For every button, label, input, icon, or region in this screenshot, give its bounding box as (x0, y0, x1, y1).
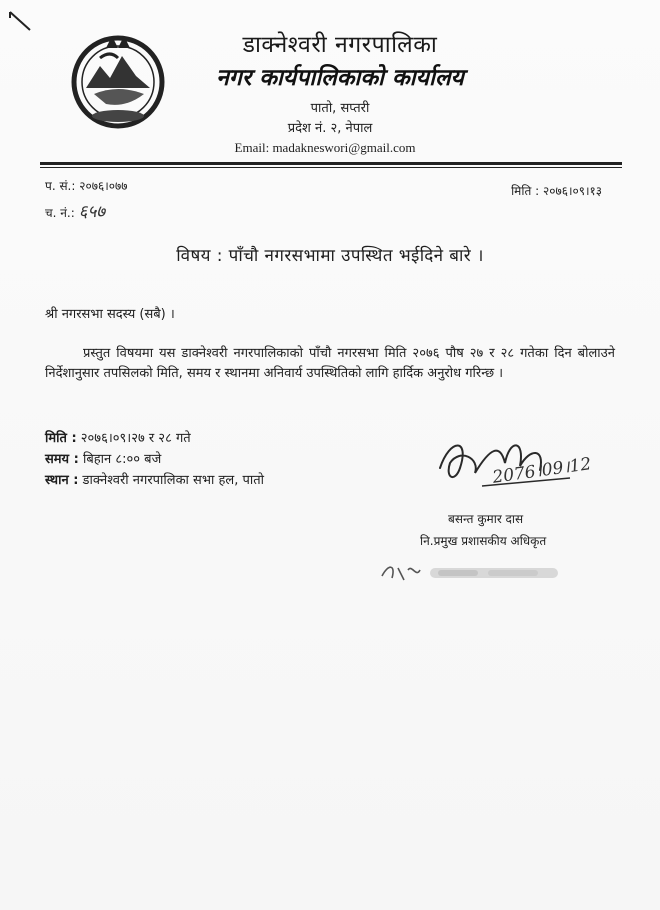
municipality-name: डाक्नेश्वरी नगरपालिका (242, 32, 438, 58)
letter-subject: विषय : पाँचौ नगरसभामा उपस्थित भईदिने बारे । (176, 246, 484, 266)
office-name: नगर कार्यपालिकाको कार्यालय (216, 65, 464, 91)
detail-date (45, 428, 191, 446)
address-line-1: पातो, सप्तरी (310, 101, 370, 116)
signatory-name: बसन्त कुमार दास (448, 512, 524, 526)
detail-date-value: २०७६।०९।२७ र २८ गते (76, 431, 191, 446)
header-rule-thin (40, 167, 622, 168)
letter-body: प्रस्तुत विषयमा यस डाक्नेश्वरी नगरपालिकाको पाँचौ नगरसभा मिति २०७६ पौष २७ र २८ गतेका दिन बोलाउने निर्देशानुसार तपसिलको मिति, समय र स्थानमा अनिवार्य उपस्थितिको लागि हार्दिक अनुरोध गरिन्छ । (45, 346, 615, 381)
faded-stamp (378, 558, 568, 588)
detail-venue-value: डाक्नेश्वरी नगरपालिका सभा हल, पातो (78, 473, 264, 488)
email-address: Email: madakneswori@gmail.com (234, 140, 416, 155)
signatory-title: नि.प्रमुख प्रशासकीय अधिकृत (420, 534, 547, 548)
dispatch-number-label: च. नं.: (45, 206, 75, 220)
corner-mark (8, 10, 32, 32)
detail-time-value: बिहान ८:०० बजे (78, 452, 162, 467)
detail-time (45, 449, 161, 467)
detail-time-label: समय : (45, 452, 79, 467)
municipality-emblem (66, 28, 170, 132)
detail-date-label: मिति : (45, 431, 77, 446)
recipient: श्री नगरसभा सदस्य (सबै) । (45, 307, 175, 322)
detail-venue (45, 470, 264, 488)
signature-date: 2076।09।12 (491, 454, 593, 488)
detail-venue-label: स्थान : (45, 473, 79, 488)
address-line-2: प्रदेश नं. २, नेपाल (287, 121, 373, 136)
reference-number: प. सं.: २०७६।०७७ (45, 179, 128, 193)
header-rule (40, 162, 622, 165)
letter-date: मिति : २०७६।०९।१३ (511, 184, 602, 198)
dispatch-number-value: ६५७ (78, 202, 106, 222)
dispatch-number (45, 199, 105, 222)
